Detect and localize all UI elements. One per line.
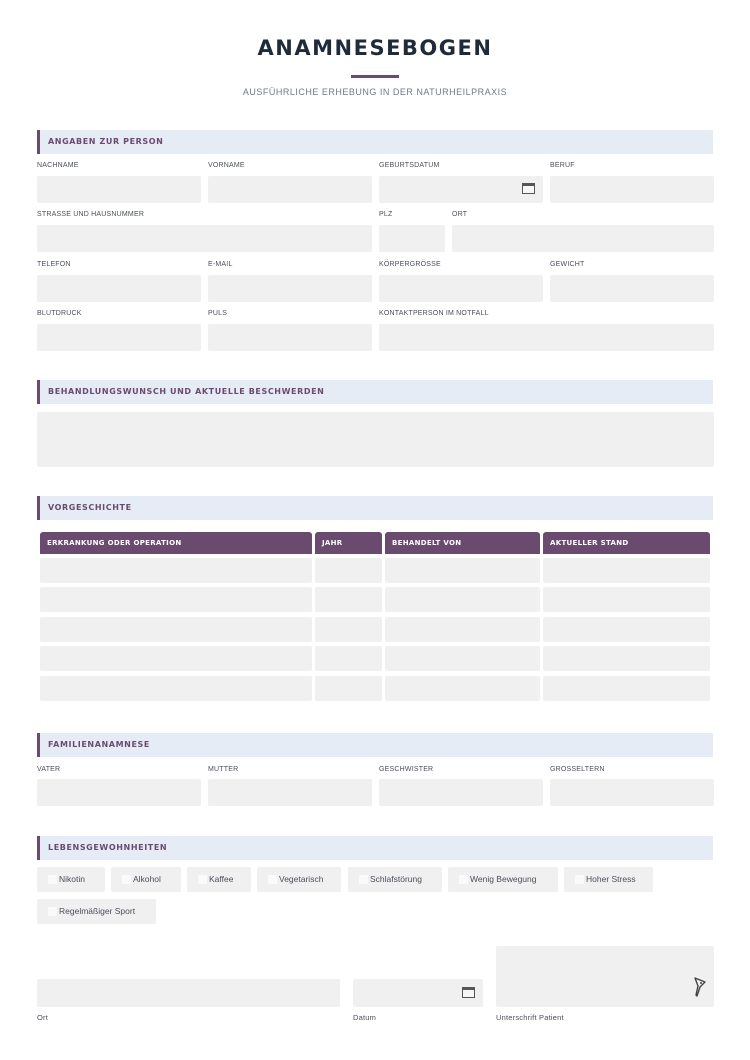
table-cell[interactable] bbox=[40, 646, 312, 671]
strasse-field[interactable] bbox=[37, 225, 372, 252]
checkbox-box[interactable] bbox=[359, 875, 368, 884]
label-unterschrift: Unterschrift Patient bbox=[496, 1013, 564, 1022]
table-cell[interactable] bbox=[543, 617, 710, 642]
checkbox-label: Regelmäßiger Sport bbox=[59, 906, 136, 916]
checkbox-vegetarisch[interactable] bbox=[257, 867, 341, 892]
groesse-field[interactable] bbox=[379, 275, 543, 302]
section-person-heading: ANGABEN ZUR PERSON bbox=[37, 130, 713, 154]
table-cell[interactable] bbox=[385, 676, 540, 701]
label-ort: ORT bbox=[452, 211, 468, 218]
checkbox-box[interactable] bbox=[459, 875, 468, 884]
gewicht-field[interactable] bbox=[550, 275, 714, 302]
table-cell[interactable] bbox=[315, 676, 382, 701]
table-cell[interactable] bbox=[543, 646, 710, 671]
vater-field[interactable] bbox=[37, 779, 201, 806]
table-cell[interactable] bbox=[543, 587, 710, 612]
label-nachname: NACHNAME bbox=[37, 162, 79, 169]
label-plz: PLZ bbox=[379, 211, 393, 218]
label-ort-footer: Ort bbox=[37, 1013, 49, 1022]
label-vorname: VORNAME bbox=[208, 162, 245, 169]
checkbox-wenig-bewegung[interactable] bbox=[448, 867, 558, 892]
checkbox-label: Nikotin bbox=[59, 874, 85, 884]
label-geburtsdatum: GEBURTSDATUM bbox=[379, 162, 440, 169]
checkbox-label: Alkohol bbox=[133, 874, 161, 884]
section-vorgeschichte-heading: VORGESCHICHTE bbox=[37, 496, 713, 520]
telefon-field[interactable] bbox=[37, 275, 201, 302]
grosseltern-field[interactable] bbox=[550, 779, 714, 806]
label-datum: Datum bbox=[353, 1013, 377, 1022]
checkbox-regelmaessiger-sport[interactable] bbox=[37, 899, 156, 924]
ort-signature-field[interactable] bbox=[37, 979, 340, 1007]
table-cell[interactable] bbox=[315, 646, 382, 671]
checkbox-label: Wenig Bewegung bbox=[470, 874, 537, 884]
table-cell[interactable] bbox=[315, 587, 382, 612]
section-lebensgewohnheiten-heading: LEBENSGEWOHNHEITEN bbox=[37, 836, 713, 860]
table-cell[interactable] bbox=[40, 617, 312, 642]
pen-icon bbox=[693, 976, 707, 998]
page-subtitle: AUSFÜHRLICHE ERHEBUNG IN DER NATURHEILPRAXIS bbox=[242, 87, 508, 97]
table-cell[interactable] bbox=[315, 558, 382, 583]
checkbox-label: Kaffee bbox=[209, 874, 234, 884]
table-cell[interactable] bbox=[543, 558, 710, 583]
checkbox-alkohol[interactable] bbox=[111, 867, 181, 892]
column-header-jahr: JAHR bbox=[315, 532, 382, 554]
label-gewicht: GEWICHT bbox=[550, 261, 585, 268]
label-groesse: KÖRPERGRÖSSE bbox=[379, 261, 441, 268]
page-title: ANAMNESEBOGEN bbox=[257, 36, 493, 60]
plz-field[interactable] bbox=[379, 225, 445, 252]
checkbox-label: Vegetarisch bbox=[279, 874, 324, 884]
checkbox-hoher-stress[interactable] bbox=[564, 867, 653, 892]
checkbox-kaffee[interactable] bbox=[187, 867, 251, 892]
geburtsdatum-field[interactable] bbox=[379, 176, 543, 203]
checkbox-box[interactable] bbox=[268, 875, 277, 884]
checkbox-box[interactable] bbox=[198, 875, 207, 884]
label-kontakt: KONTAKTPERSON IM NOTFALL bbox=[379, 310, 489, 317]
label-strasse: STRASSE UND HAUSNUMMER bbox=[37, 211, 145, 218]
table-cell[interactable] bbox=[40, 676, 312, 701]
title-underline bbox=[351, 75, 399, 78]
checkbox-box[interactable] bbox=[48, 907, 57, 916]
label-telefon: TELEFON bbox=[37, 261, 71, 268]
nachname-field[interactable] bbox=[37, 176, 201, 203]
signature-pad[interactable] bbox=[496, 946, 714, 1007]
label-puls: PULS bbox=[208, 310, 228, 317]
table-cell[interactable] bbox=[385, 617, 540, 642]
checkbox-box[interactable] bbox=[48, 875, 57, 884]
label-mutter: MUTTER bbox=[208, 766, 239, 773]
checkbox-box[interactable] bbox=[575, 875, 584, 884]
table-cell[interactable] bbox=[315, 617, 382, 642]
ort-field[interactable] bbox=[452, 225, 714, 252]
column-header-erkrankung: ERKRANKUNG ODER OPERATION bbox=[40, 532, 312, 554]
beschwerden-textarea[interactable] bbox=[37, 412, 714, 467]
vorname-field[interactable] bbox=[208, 176, 372, 203]
calendar-icon[interactable] bbox=[522, 183, 535, 194]
column-header-behandelt: BEHANDELT VON bbox=[385, 532, 540, 554]
kontakt-field[interactable] bbox=[379, 324, 714, 351]
table-cell[interactable] bbox=[543, 676, 710, 701]
checkbox-schlafstoerung[interactable] bbox=[348, 867, 442, 892]
label-blutdruck: BLUTDRUCK bbox=[37, 310, 82, 317]
calendar-icon[interactable] bbox=[462, 987, 475, 998]
table-cell[interactable] bbox=[385, 646, 540, 671]
checkbox-box[interactable] bbox=[122, 875, 131, 884]
datum-field[interactable] bbox=[353, 979, 483, 1007]
mutter-field[interactable] bbox=[208, 779, 372, 806]
table-cell[interactable] bbox=[40, 558, 312, 583]
column-header-stand: AKTUELLER STAND bbox=[543, 532, 710, 554]
table-cell[interactable] bbox=[40, 587, 312, 612]
checkbox-label: Hoher Stress bbox=[586, 874, 636, 884]
label-beruf: BERUF bbox=[550, 162, 575, 169]
checkbox-nikotin[interactable] bbox=[37, 867, 105, 892]
puls-field[interactable] bbox=[208, 324, 372, 351]
checkbox-label: Schlafstörung bbox=[370, 874, 422, 884]
geschwister-field[interactable] bbox=[379, 779, 543, 806]
section-beschwerden-heading: BEHANDLUNGSWUNSCH UND AKTUELLE BESCHWERDEN bbox=[37, 380, 713, 404]
table-cell[interactable] bbox=[385, 558, 540, 583]
label-grosseltern: GROSSELTERN bbox=[550, 766, 605, 773]
section-familie-heading: FAMILIENANAMNESE bbox=[37, 733, 713, 757]
label-geschwister: GESCHWISTER bbox=[379, 766, 434, 773]
label-email: E-MAIL bbox=[208, 261, 233, 268]
label-vater: VATER bbox=[37, 766, 61, 773]
email-field[interactable] bbox=[208, 275, 372, 302]
table-cell[interactable] bbox=[385, 587, 540, 612]
beruf-field[interactable] bbox=[550, 176, 714, 203]
blutdruck-field[interactable] bbox=[37, 324, 201, 351]
